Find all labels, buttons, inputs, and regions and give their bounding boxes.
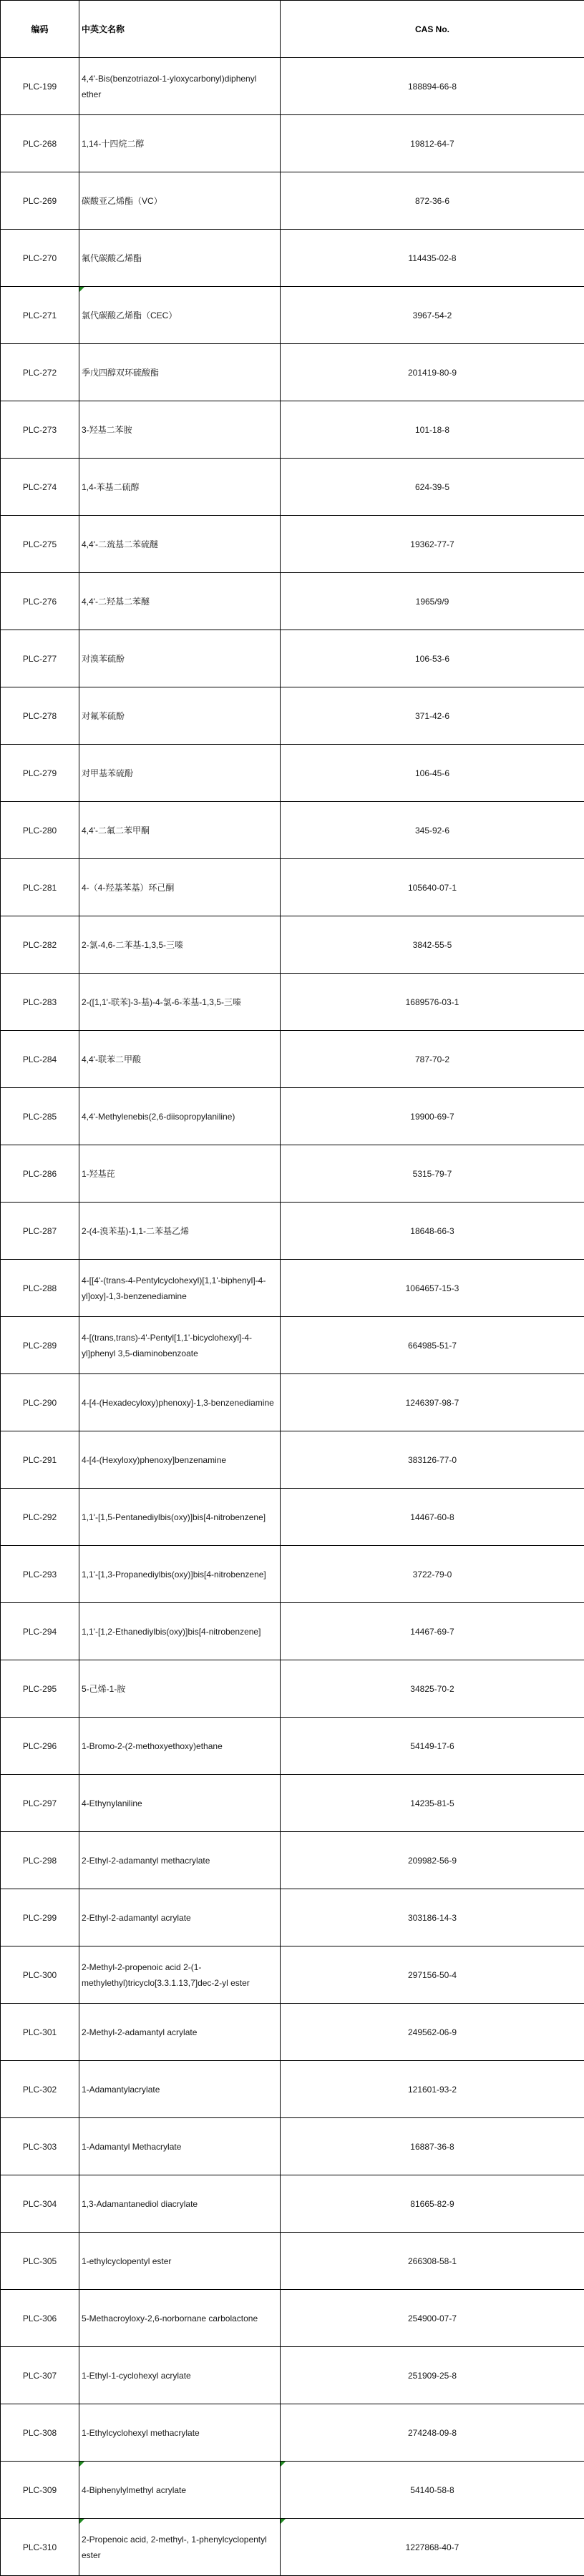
cell-cas: 209982-56-9	[281, 1832, 584, 1889]
cell-name: 2-Ethyl-2-adamantyl methacrylate	[79, 1832, 281, 1889]
cell-code: PLC-305	[1, 2233, 79, 2290]
cell-code: PLC-290	[1, 1374, 79, 1431]
table-row	[1, 2404, 584, 2462]
cell-code: PLC-288	[1, 1260, 79, 1317]
cell-name: 对氟苯硫酚	[79, 687, 281, 745]
cell-cas: 3722-79-0	[281, 1546, 584, 1603]
table-row	[1, 2175, 584, 2233]
cell-name: 2-氯-4,6-二苯基-1,3,5-三嗪	[79, 916, 281, 974]
table-row	[1, 1603, 584, 1660]
cell-code: PLC-292	[1, 1489, 79, 1546]
cell-name: 5-Methacroyloxy-2,6-norbornane carbolactone	[79, 2290, 281, 2347]
cell-name: 4-[(trans,trans)-4'-Pentyl[1,1'-bicyclohexyl]-4-yl]phenyl 3,5-diaminobenzoate	[79, 1317, 281, 1374]
cell-name: 1-Ethylcyclohexyl methacrylate	[79, 2404, 281, 2462]
cell-cas: 664985-51-7	[281, 1317, 584, 1374]
cell-cas: 14467-69-7	[281, 1603, 584, 1660]
table-row	[1, 687, 584, 745]
header-cell-cas: CAS No.	[281, 1, 584, 58]
cell-cas: 624-39-5	[281, 459, 584, 516]
table-row	[1, 1489, 584, 1546]
table-row	[1, 2519, 584, 2576]
cell-code: PLC-307	[1, 2347, 79, 2404]
table-row	[1, 1088, 584, 1145]
cell-error-flag-triangle	[79, 2519, 84, 2524]
table-row	[1, 58, 584, 115]
table-header	[1, 1, 584, 58]
cell-cas: 105640-07-1	[281, 859, 584, 916]
cell-cas: 3967-54-2	[281, 287, 584, 344]
cell-name: 1,3-Adamantanediol diacrylate	[79, 2175, 281, 2233]
cell-cas: 16887-36-8	[281, 2118, 584, 2175]
cell-error-flag-triangle	[281, 2519, 286, 2524]
cell-name: 4,4'-二氟二苯甲酮	[79, 802, 281, 859]
table-row	[1, 2233, 584, 2290]
cell-cas: 383126-77-0	[281, 1431, 584, 1489]
cell-code: PLC-281	[1, 859, 79, 916]
cell-code: PLC-271	[1, 287, 79, 344]
cell-name: 4-[4-(Hexyloxy)phenoxy]benzenamine	[79, 1431, 281, 1489]
cell-name: 1,1'-[1,5-Pentanediylbis(oxy)]bis[4-nitrobenzene]	[79, 1489, 281, 1546]
cell-name: 1-Bromo-2-(2-methoxyethoxy)ethane	[79, 1718, 281, 1775]
cell-code: PLC-304	[1, 2175, 79, 2233]
cell-code: PLC-282	[1, 916, 79, 974]
table-row	[1, 459, 584, 516]
cell-code: PLC-289	[1, 1317, 79, 1374]
table-row	[1, 745, 584, 802]
header-cell-code: 编码	[1, 1, 79, 58]
cell-name: 氯代碳酸乙烯酯（CEC）	[79, 287, 281, 344]
cell-cas: 1246397-98-7	[281, 1374, 584, 1431]
cell-name: 4-Biphenylylmethyl acrylate	[79, 2462, 281, 2519]
cell-code: PLC-298	[1, 1832, 79, 1889]
cell-code: PLC-299	[1, 1889, 79, 1946]
table-row	[1, 1317, 584, 1374]
cell-code: PLC-277	[1, 630, 79, 687]
table-row	[1, 1660, 584, 1718]
table-body	[1, 58, 584, 2576]
table-row	[1, 230, 584, 287]
table-row	[1, 2004, 584, 2061]
cell-code: PLC-302	[1, 2061, 79, 2118]
table-row	[1, 1203, 584, 1260]
table-row	[1, 916, 584, 974]
cell-cas: 14467-60-8	[281, 1489, 584, 1546]
cell-name: 5-己烯-1-胺	[79, 1660, 281, 1718]
cell-cas: 251909-25-8	[281, 2347, 584, 2404]
table-row	[1, 516, 584, 573]
cell-name: 1-Ethyl-1-cyclohexyl acrylate	[79, 2347, 281, 2404]
cell-name: 2-(4-溴苯基)-1,1-二苯基乙烯	[79, 1203, 281, 1260]
cell-cas: 19900-69-7	[281, 1088, 584, 1145]
table-row	[1, 1374, 584, 1431]
cell-cas: 1965/9/9	[281, 573, 584, 630]
cell-cas: 54149-17-6	[281, 1718, 584, 1775]
header-row	[1, 1, 584, 58]
cell-cas: 303186-14-3	[281, 1889, 584, 1946]
cell-name: 1,4-苯基二硫醇	[79, 459, 281, 516]
cell-code: PLC-296	[1, 1718, 79, 1775]
cell-name: 1-Adamantyl Methacrylate	[79, 2118, 281, 2175]
cell-name: 对溴苯硫酚	[79, 630, 281, 687]
cell-cas: 297156-50-4	[281, 1946, 584, 2004]
cell-cas: 106-53-6	[281, 630, 584, 687]
cell-cas: 81665-82-9	[281, 2175, 584, 2233]
table-row	[1, 1260, 584, 1317]
cell-name: 1,1'-[1,3-Propanediylbis(oxy)]bis[4-nitrobenzene]	[79, 1546, 281, 1603]
cell-cas: 345-92-6	[281, 802, 584, 859]
cell-code: PLC-291	[1, 1431, 79, 1489]
table-row	[1, 287, 584, 344]
cell-code: PLC-269	[1, 172, 79, 230]
cell-code: PLC-287	[1, 1203, 79, 1260]
cell-code: PLC-300	[1, 1946, 79, 2004]
cell-name: 2-Methyl-2-propenoic acid 2-(1-methylethyl)tricyclo[3.3.1.13,7]dec-2-yl ester	[79, 1946, 281, 2004]
cell-name: 4,4'-Methylenebis(2,6-diisopropylaniline)	[79, 1088, 281, 1145]
cell-code: PLC-294	[1, 1603, 79, 1660]
cell-name: 1-Adamantylacrylate	[79, 2061, 281, 2118]
cell-cas: 201419-80-9	[281, 344, 584, 401]
table-row	[1, 974, 584, 1031]
table-row	[1, 2462, 584, 2519]
cell-code: PLC-270	[1, 230, 79, 287]
cell-code: PLC-272	[1, 344, 79, 401]
table-row	[1, 859, 584, 916]
table-row	[1, 802, 584, 859]
cell-code: PLC-308	[1, 2404, 79, 2462]
cell-name: 季戊四醇双环硫酸酯	[79, 344, 281, 401]
cell-cas: 274248-09-8	[281, 2404, 584, 2462]
cell-code: PLC-293	[1, 1546, 79, 1603]
cell-cas: 1064657-15-3	[281, 1260, 584, 1317]
cell-cas: 1689576-03-1	[281, 974, 584, 1031]
table-row	[1, 1546, 584, 1603]
cell-name: 2-Propenoic acid, 2-methyl-, 1-phenylcyclopentyl ester	[79, 2519, 281, 2576]
cell-name: 4,4'-二羟基二苯醚	[79, 573, 281, 630]
cell-code: PLC-309	[1, 2462, 79, 2519]
cell-name: 2-Ethyl-2-adamantyl acrylate	[79, 1889, 281, 1946]
table-row	[1, 1832, 584, 1889]
cell-cas: 188894-66-8	[281, 58, 584, 115]
cell-code: PLC-199	[1, 58, 79, 115]
cell-cas: 254900-07-7	[281, 2290, 584, 2347]
cell-name: 4-[4-(Hexadecyloxy)phenoxy]-1,3-benzenediamine	[79, 1374, 281, 1431]
cell-name: 4-（4-羟基苯基）环己酮	[79, 859, 281, 916]
cell-cas: 18648-66-3	[281, 1203, 584, 1260]
cell-error-flag-triangle	[79, 287, 84, 292]
cell-code: PLC-284	[1, 1031, 79, 1088]
cell-cas: 114435-02-8	[281, 230, 584, 287]
cell-cas: 787-70-2	[281, 1031, 584, 1088]
table-row	[1, 1775, 584, 1832]
cell-name: 4-[[4'-(trans-4-Pentylcyclohexyl)[1,1'-biphenyl]-4-yl]oxy]-1,3-benzenediamine	[79, 1260, 281, 1317]
table-row	[1, 1431, 584, 1489]
table-row	[1, 2118, 584, 2175]
cell-name: 氟代碳酸乙烯酯	[79, 230, 281, 287]
table-row	[1, 172, 584, 230]
table-row	[1, 573, 584, 630]
cell-code: PLC-283	[1, 974, 79, 1031]
table-row	[1, 630, 584, 687]
cell-code: PLC-268	[1, 115, 79, 172]
table-row	[1, 344, 584, 401]
cell-name: 2-([1,1'-联苯]-3-基)-4-氯-6-苯基-1,3,5-三嗪	[79, 974, 281, 1031]
table-row	[1, 1889, 584, 1946]
cell-code: PLC-306	[1, 2290, 79, 2347]
cell-name: 1,1'-[1,2-Ethanediylbis(oxy)]bis[4-nitrobenzene]	[79, 1603, 281, 1660]
cell-cas: 34825-70-2	[281, 1660, 584, 1718]
cell-name: 2-Methyl-2-adamantyl acrylate	[79, 2004, 281, 2061]
cell-cas: 1227868-40-7	[281, 2519, 584, 2576]
cell-cas: 249562-06-9	[281, 2004, 584, 2061]
cell-name: 4,4'-Bis(benzotriazol-1-yloxycarbonyl)diphenyl ether	[79, 58, 281, 115]
cell-cas: 54140-58-8	[281, 2462, 584, 2519]
table-row	[1, 1718, 584, 1775]
table-row	[1, 401, 584, 459]
cell-name: 对甲基苯硫酚	[79, 745, 281, 802]
table-row	[1, 2290, 584, 2347]
cell-code: PLC-276	[1, 573, 79, 630]
cell-code: PLC-286	[1, 1145, 79, 1203]
table-row	[1, 115, 584, 172]
cell-code: PLC-310	[1, 2519, 79, 2576]
cell-cas: 5315-79-7	[281, 1145, 584, 1203]
table-row	[1, 1946, 584, 2004]
cell-error-flag-triangle	[79, 2462, 84, 2467]
cell-cas: 19362-77-7	[281, 516, 584, 573]
table-row	[1, 2061, 584, 2118]
cell-cas: 106-45-6	[281, 745, 584, 802]
cell-code: PLC-301	[1, 2004, 79, 2061]
cell-code: PLC-280	[1, 802, 79, 859]
table-row	[1, 1031, 584, 1088]
table-row	[1, 2347, 584, 2404]
cell-error-flag-triangle	[281, 2462, 286, 2467]
cell-name: 4,4'-二巯基二苯硫醚	[79, 516, 281, 573]
cell-name: 4,4'-联苯二甲酸	[79, 1031, 281, 1088]
table-row	[1, 1145, 584, 1203]
cell-code: PLC-303	[1, 2118, 79, 2175]
cell-code: PLC-297	[1, 1775, 79, 1832]
cell-code: PLC-295	[1, 1660, 79, 1718]
cell-name: 1-羟基芘	[79, 1145, 281, 1203]
cell-cas: 266308-58-1	[281, 2233, 584, 2290]
cell-code: PLC-275	[1, 516, 79, 573]
cell-cas: 872-36-6	[281, 172, 584, 230]
cell-name: 3-羟基二苯胺	[79, 401, 281, 459]
cell-name: 1,14-十四烷二醇	[79, 115, 281, 172]
cell-cas: 19812-64-7	[281, 115, 584, 172]
cell-code: PLC-285	[1, 1088, 79, 1145]
cell-name: 1-ethylcyclopentyl ester	[79, 2233, 281, 2290]
cell-cas: 101-18-8	[281, 401, 584, 459]
cell-cas: 371-42-6	[281, 687, 584, 745]
cell-code: PLC-279	[1, 745, 79, 802]
cell-code: PLC-278	[1, 687, 79, 745]
cell-cas: 14235-81-5	[281, 1775, 584, 1832]
header-cell-name: 中英文名称	[79, 1, 281, 58]
cell-cas: 3842-55-5	[281, 916, 584, 974]
cell-cas: 121601-93-2	[281, 2061, 584, 2118]
cell-code: PLC-273	[1, 401, 79, 459]
cell-name: 碳酸亚乙烯酯（VC）	[79, 172, 281, 230]
cell-code: PLC-274	[1, 459, 79, 516]
cell-name: 4-Ethynylaniline	[79, 1775, 281, 1832]
